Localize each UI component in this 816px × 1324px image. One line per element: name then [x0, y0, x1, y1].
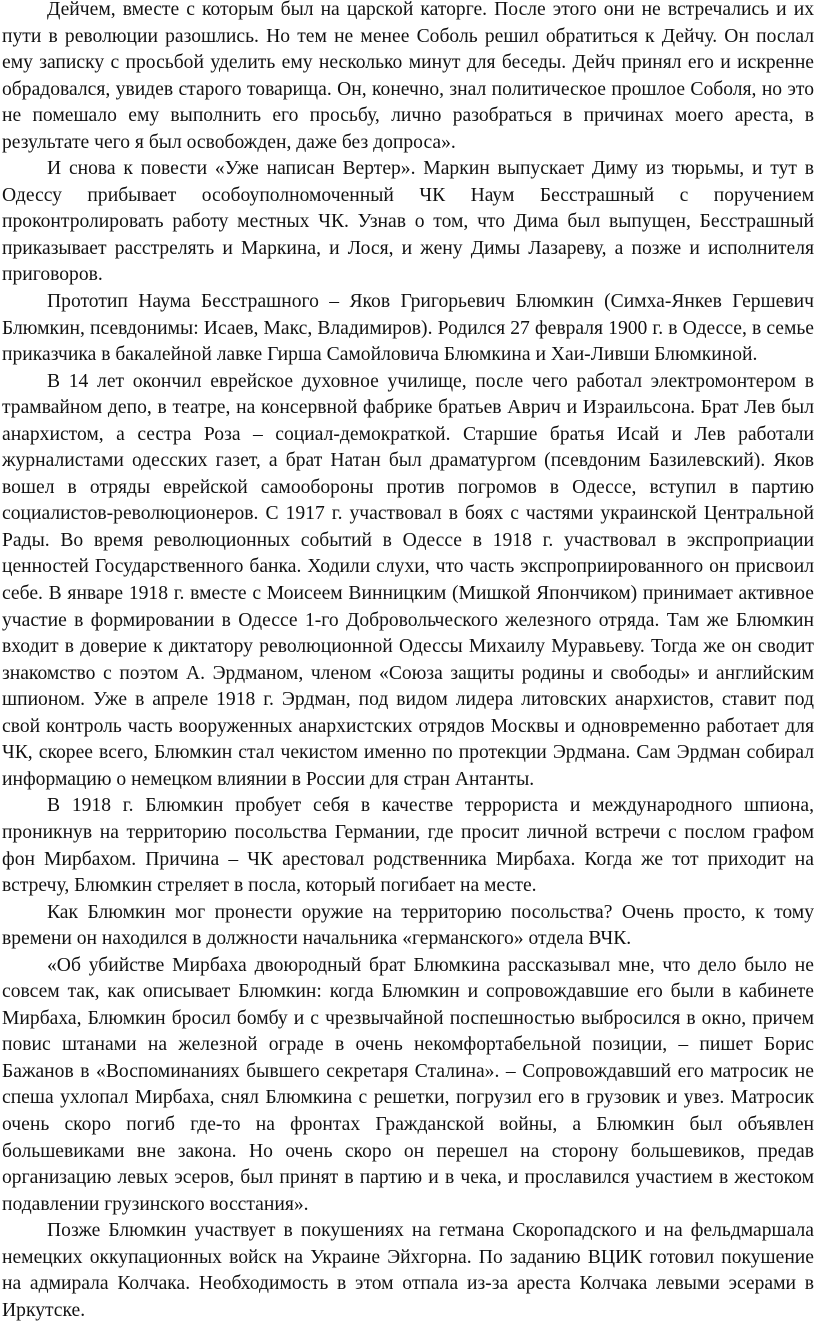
- paragraph-8: Позже Блюмкин участвует в покушениях на гетмана Скоропадского и на фельдмаршала немецких оккупационных войск на Украине Эйхгорна. По заданию ВЦИК готовил покушение на адмирала Колчака. Необходимость в этом отпала из-за ареста Колчака левыми эсерами в Иркутске.: [2, 1220, 814, 1321]
- paragraph-4: В 14 лет окончил еврейское духовное училище, после чего работал электромонтером в трамвайном депо, в театре, на консервной фабрике братьев Аврич и Израильсона. Брат Лев был анархистом, а сестра Роза – социал-демократкой. Старшие братья Исай и Лев работали журналистами одесских газет, а брат Натан был драматургом (псевдоним Базилевский). Яков вошел в отряды еврейской самообороны против погромов в Одессе, вступил в партию социалистов-революционеров. С 1917 г. участвовал в боях с частями украинской Центральной Рады. Во время революционных событий в Одессе в 1918 г. участвовал в экспроприации ценностей Государственного банка. Ходили слухи, что часть экспроприированного он присвоил себе. В январе 1918 г. вместе с Моисеем Винницким (Мишкой Япончиком) принимает активное участие в формировании в Одессе 1-го Добровольческого железного отряда. Там же Блюмкин входит в доверие к диктатору революционной Одессы Михаилу Муравьеву. Тогда же он сводит знакомство с поэтом А. Эрдманом, членом «Союза защиты родины и свободы» и английским шпионом. Уже в апреле 1918 г. Эрдман, под видом лидера литовских анархистов, ставит под свой контроль часть вооруженных анархистских отрядов Москвы и одновременно работает для ЧК, скорее всего, Блюмкин стал чекистом именно по протекции Эрдмана. Сам Эрдман собирал информацию о немецком влиянии в России для стран Антанты.: [2, 370, 814, 790]
- paragraph-7: «Об убийстве Мирбаха двоюродный брат Блюмкина рассказывал мне, что дело было не совсем так, как описывает Блюмкин: когда Блюмкин и сопровождавшие его были в кабинете Мирбаха, Блюмкин бросил бомбу и с чрезвычайной поспешностью выбросился в окно, причем повис штанами на железной ограде в очень некомфортабельной позиции, – пишет Борис Бажанов в «Воспоминаниях бывшего секретаря Сталина». – Сопровождавший его матросик не спеша ухлопал Мирбаха, снял Блюмкина с решетки, погрузил его в грузовик и увез. Матросик очень скоро погиб где-то на фронтах Гражданской войны, а Блюмкин был объявлен большевиками вне закона. Но очень скоро он перешел на сторону большевиков, предав организацию левых эсеров, был принят в партию и в чека, и прославился участием в жестоком подавлении грузинского восстания».: [2, 954, 814, 1215]
- paragraph-3: Прототип Наума Бесстрашного – Яков Григорьевич Блюмкин (Симха-Янкев Гершевич Блюмкин, псевдонимы: Исаев, Макс, Владимиров). Родился 27 февраля 1900 г. в Одессе, в семье приказчика в бакалейной лавке Гирша Самойловича Блюмкина и Хаи-Ливши Блюмкиной.: [2, 291, 814, 366]
- paragraph-5: В 1918 г. Блюмкин пробует себя в качестве террориста и международного шпиона, проникнув на территорию посольства Германии, где просит личной встречи с послом графом фон Мирбахом. Причина – ЧК арестовал родственника Мирбаха. Когда же тот приходит на встречу, Блюмкин стреляет в посла, который погибает на месте.: [2, 795, 814, 897]
- paragraph-1: Дейчем, вместе с которым был на царской каторге. После этого они не встречались и их пути в революции разошлись. Но тем не менее Соболь решил обратиться к Дейчу. Он послал ему записку с просьбой уделить ему несколько минут для беседы. Дейч принял его и искренне обрадовался, увидев старого товарища. Он, конечно, знал политическое прошлое Соболя, но это не помешало ему выполнить его просьбу, лично разобраться в причинах моего ареста, в результате чего я был освобожден, даже без допроса».: [2, 0, 814, 153]
- paragraph-2: И снова к повести «Уже написан Вертер». Маркин выпускает Диму из тюрьмы, и тут в Одессу прибывает особоуполномоченный ЧК Наум Бесстрашный с поручением проконтролировать работу местных ЧК. Узнав о том, что Дима был выпущен, Бесстрашный приказывает расстрелять и Маркина, и Лося, и жену Димы Лазареву, а позже и исполнителя приговоров.: [2, 158, 814, 286]
- paragraph-6: Как Блюмкин мог пронести оружие на территорию посольства? Очень просто, к тому времени он находился в должности начальника «германского» отдела ВЧК.: [2, 901, 814, 950]
